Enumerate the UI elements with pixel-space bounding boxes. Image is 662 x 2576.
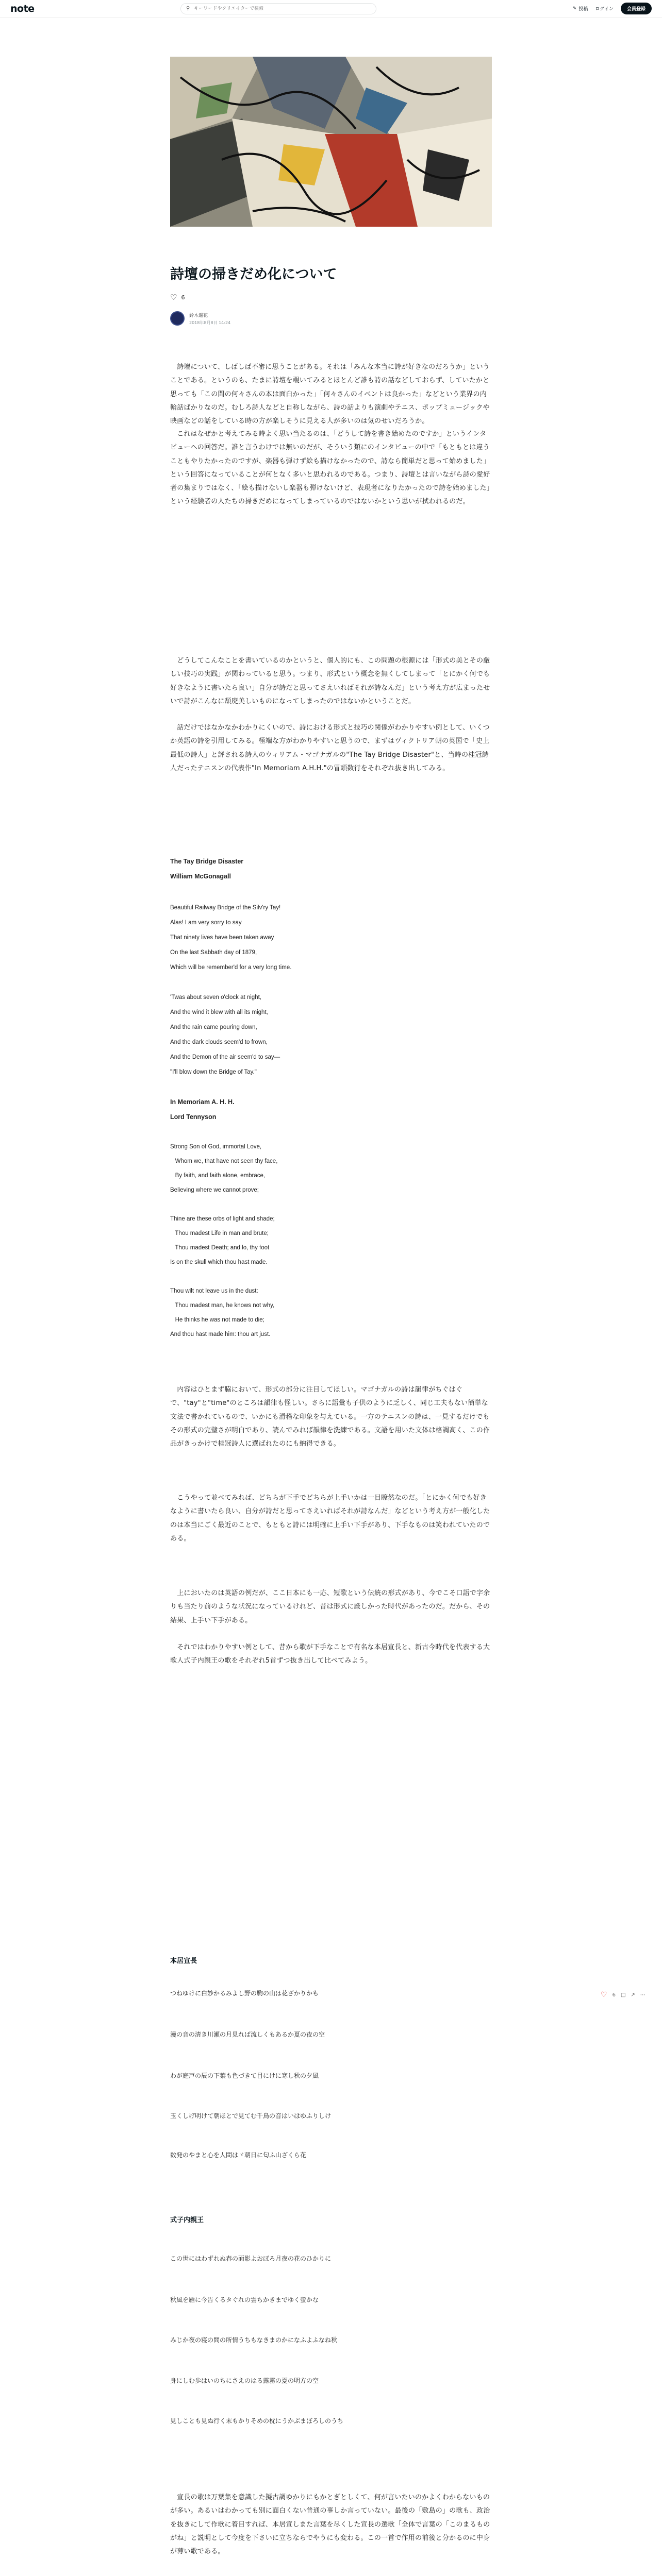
logo-text: note: [10, 3, 35, 14]
signup-label: 会員登録: [626, 7, 646, 12]
poem-line: And the rain came pouring down,: [170, 1024, 257, 1030]
poem-line: Thine are these orbs of light and shade;: [170, 1216, 275, 1222]
search-box[interactable]: [180, 3, 376, 14]
paragraph: どうしてこんなことを書いているのかというと、個人的にも、この問題の根源には「形式の美とその厳しい技巧の実践」が関わっていると思う。つまり、形式という概念を無くしてしまって「とにかく何でも好きなように書いたら良い」自分が詩だと思ってさえいればそれが詩なんだ」という考え方が広まったせいで詩がこんなに頽廃美しいものになってしまったのではないかということだ。: [170, 657, 490, 705]
cover-image: [170, 57, 492, 227]
tanka: この世にはわずれぬ春の面影よおぼろ月夜の花のひかりに: [170, 2255, 332, 2262]
poem-line: And the Demon of the air seem'd to say—: [170, 1054, 280, 1060]
poem-line: And the wind it blew with all its might,: [170, 1009, 268, 1015]
poem-line: "I'll blow down the Bridge of Tay.": [170, 1069, 257, 1075]
poem-line: 'Twas about seven o'clock at night,: [170, 994, 261, 1001]
section-title: 式子内親王: [170, 2216, 204, 2224]
poem-line: Is on the skull which thou hast made.: [170, 1259, 268, 1265]
poem1-author: William McGonagall: [170, 873, 231, 880]
paragraph: 内容はひとまず脇において、形式の部分に注目してほしい。マゴナガルの詩は韻律がちぐはぐで、"tay"と"time"のところは韻律も怪しい。さらに語彙も子供のように乏しく、同じ工夫もない簡単な文法で書かれているので、いかにも滑稽な印象を与えている。一方のテニスンの詩は、一見するだけでもその形式の完璧さが明白であり、読んでみれば韻律を洗練である。文語を用いた文体は格調高く、この作品がきっかけで桂冠詩人に選ばれたのにも納得できる。: [170, 1386, 490, 1448]
post-label: 投稿: [578, 7, 588, 12]
poem-line: And thou hast made him: thou art just.: [170, 1331, 271, 1337]
paragraph: こうやって並べてみれば、どちらが下手でどちらが上手いかは一目瞭然なのだ。「とにかく何でも好きなように書いたら良い、自分が詩だと思ってさえいればそれが詩なんだ」などという考え方が一般化したのは本当にごく最近のことで、もともと詩には明確に上手い下手があり、下手なものは笑われていたのである。: [170, 1494, 490, 1543]
poem-line: Beautiful Railway Bridge of the Silv'ry Tay!: [170, 905, 281, 911]
like-count: 6: [181, 294, 185, 301]
login-button[interactable]: [595, 5, 614, 12]
tanka: 漫の音の清き川瀬の月見れば流しくもあるか夏の夜の空: [170, 2031, 325, 2038]
paragraph: 詩壇について、しばしば不審に思うことがある。それは「みんな本当に詩が好きなのだろうか」ということである。というのも、たまに詩壇を覗いてみるとほとんど誰も詩の話などしておらず、していたかと思っても「この間の何々さんの本は面白かった」「何々さんのイベントは良かった」などという業界の内輪話ばかりなのだ。むしろ詩人などと自称しながら、詩の話よりも演劇やテニス、ポップミュージックや映画などの話をしている時の方が楽しそうに見える人が多いのは気のせいだろうか。: [170, 363, 490, 426]
share-icon[interactable]: ↗: [631, 1992, 635, 1998]
poem2-title: In Memoriam A. H. H.: [170, 1098, 235, 1106]
paragraph: 上においたのは英語の例だが、ここ日本にも一応、短歌という伝統の形式があり、今でこそ口語で字余りも当たり前のような状況になっているけれど、昔は形式に厳しかった時代があったのだ。だから、その結果、上手い下手がある。: [170, 1589, 490, 1624]
tanka: 身にしむ歩はいのちにさえのはる露霧の夏の明方の空: [170, 2377, 319, 2384]
search-icon: ⚲: [186, 6, 190, 11]
poem-line: Thou madest man, he knows not why,: [170, 1302, 275, 1309]
paragraph: 話だけではなかなかわかりにくいので、詩における形式と技巧の関係がわかりやすい例として、いくつか英語の詩を引用してみる。極端な方がわかりやすいと思うので、まずはヴィクトリア朝の英国で「史上最低の詩人」と評される詩人のウィリアム・マゴナガルの"The Tay Bridge Disaster"と、当時の桂冠詩人だったテニスンの代表作"In Memoriam A.H.H."の冒頭数行をそれぞれ抜き出してみる。: [170, 724, 490, 772]
poem2-author: Lord Tennyson: [170, 1113, 217, 1121]
author-name[interactable]: 鈴木遥花: [189, 313, 208, 318]
paragraph: 宣長の歌は万葉集を意識した擬古調ゆかりにもかとぎとしくて、何が言いたいのかよくわからないものが多い。あるいはわかっても別に面白くない普通の事しか言っていない。最後の「敷島の」の歌も、政治を抜きにして作歌に着目すれば、本居宣しまた言葉を尽くした宣長の選歌「全体で言葉の「このまるものがね」と説明として今度を下さいに立ちならでやうにも変わる。この一首で作用の前後と分かるのに中身が薄い歌である。: [170, 2494, 490, 2556]
tanka: わが庭戸の辰の下葉も色づきて目にけに寒し秋の夕風: [170, 2072, 319, 2079]
paragraph: これはなぜかと考えてみる時よく思い当たるのは、「どうして詩を書き始めたのですか」というインタビューへの回答だ。誰と言うわけでは無いのだが、そういう類にのインタビューの中で「もともとは違うこともやりたかったのですが、楽器も弾けず絵も描けなかったので、詩なら簡単だと思って始めました」という回答になっていることが何となく多いと思われるのである。つまり、詩壇とは言いながら詩の愛好者の集まりではなく、「絵も描けないし楽器も弾けないけど、表現者になりたかったので詩を始めました」という経験者の人たちの掃きだめになってしまっているのではないかという思いが拭われるのだ。: [170, 430, 490, 506]
note-logo[interactable]: [10, 3, 57, 14]
avatar[interactable]: [170, 311, 185, 326]
article-title: 詩壇の掃きだめ化について: [170, 266, 337, 282]
floating-action-bar: [601, 1991, 646, 1999]
tanka: みじか夜の寝の間の所情うちもなきまのかになふよふなね秋: [170, 2336, 338, 2344]
side-like-count: 6: [612, 1992, 616, 1998]
author-block[interactable]: [170, 311, 230, 326]
tanka: 見しことも見ぬ行く末もかりそめの枕にうかぶまぼろしのうち: [170, 2417, 344, 2425]
heart-icon[interactable]: ♡: [170, 293, 177, 302]
poem-line: Thou madest Life in man and brute;: [170, 1230, 269, 1236]
bookmark-icon[interactable]: □: [620, 1992, 626, 1998]
signup-button[interactable]: [621, 3, 652, 14]
tanka: 秋風を雁に今告くるタぐれの雲ちかきまでゆく螢かな: [170, 2296, 319, 2303]
poem-line: That ninety lives have been taken away: [170, 935, 274, 941]
like-row: [170, 293, 185, 302]
poem-line: Which will be remember'd for a very long time.: [170, 964, 292, 971]
poem-line: And the dark clouds seem'd to frown,: [170, 1039, 268, 1045]
login-label: ログイン: [595, 7, 614, 12]
section-title: 本居宣長: [170, 1957, 197, 1965]
paragraph: それではわかりやすい例として、昔から歌が下手なことで有名な本居宣長と、新古今時代を代表する大歌人式子内親王の歌をそれぞれ5首ずつ抜き出して比べてみよう。: [170, 1643, 490, 1665]
poem-line: Believing where we cannot prove;: [170, 1187, 259, 1193]
search-input[interactable]: [194, 6, 371, 11]
poem-line: By faith, and faith alone, embrace,: [170, 1173, 266, 1179]
tanka: 数発のやまと心を人問はゞ朝日に匂ふ山ざくら花: [170, 2151, 307, 2159]
post-button[interactable]: [573, 5, 588, 12]
poem-line: Whom we, that have not seen thy face,: [170, 1158, 278, 1164]
poem-line: On the last Sabbath day of 1879,: [170, 950, 257, 956]
more-icon[interactable]: ⋯: [640, 1992, 646, 1998]
poem-line: Strong Son of God, immortal Love,: [170, 1144, 262, 1150]
pen-icon: ✎: [572, 6, 577, 11]
global-header: [0, 0, 662, 18]
heart-icon[interactable]: ♡: [601, 1991, 607, 1999]
poem-line: He thinks he was not made to die;: [170, 1317, 264, 1323]
poem-line: Thou wilt not leave us in the dust:: [170, 1288, 258, 1294]
post-date: 2018年8月8日 14:24: [189, 320, 231, 325]
poem1-title: The Tay Bridge Disaster: [170, 858, 244, 865]
poem-line: Alas! I am very sorry to say: [170, 920, 242, 926]
tanka: 玉くしげ明けて朝ほとで見てむ千鳥の音はいはゆふりしけ: [170, 2112, 332, 2120]
poem-line: Thou madest Death; and lo, thy foot: [170, 1245, 270, 1251]
tanka: つねゆけに白妙かるみよし野の駒の山は花ざかりかも: [170, 1990, 319, 1997]
